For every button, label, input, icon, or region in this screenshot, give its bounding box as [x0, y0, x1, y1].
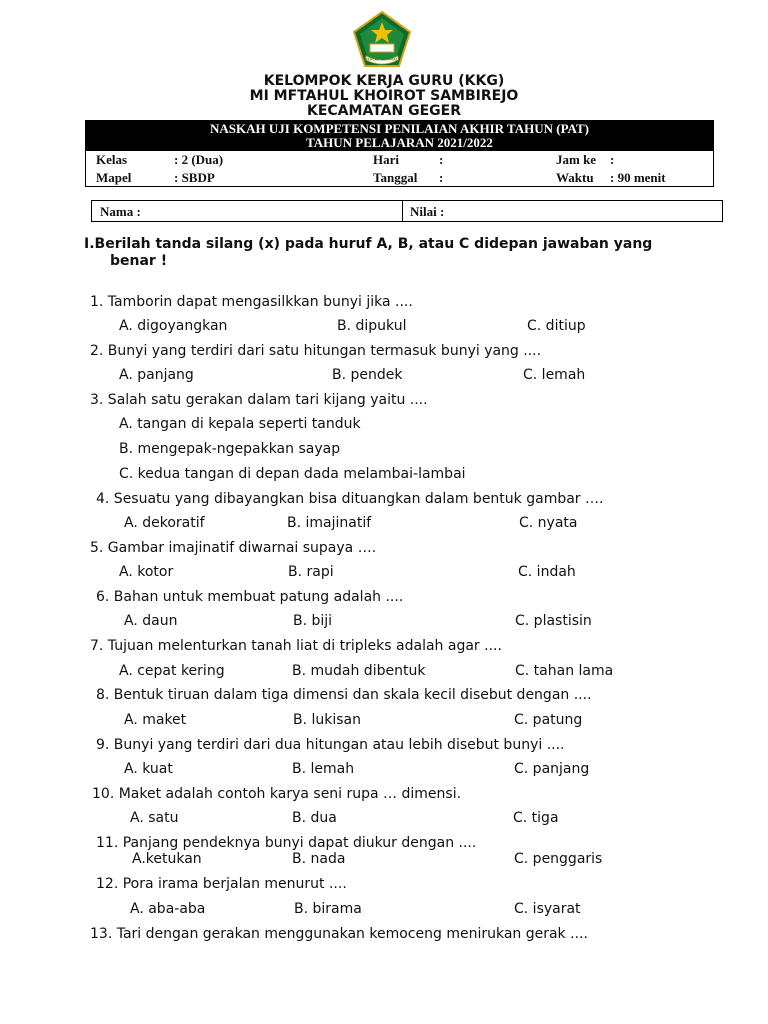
question-6: 6. Bahan untuk membuat patung adalah ....	[96, 589, 404, 605]
q10-option-c: C. tiga	[513, 810, 559, 826]
q3-option-a: A. tangan di kepala seperti tanduk	[119, 416, 361, 432]
q10-option-a: A. satu	[130, 810, 179, 826]
q1-option-b: B. dipukul	[337, 318, 407, 334]
q3-option-c: C. kedua tangan di depan dada melambai-lambai	[119, 466, 466, 482]
q12-option-b: B. birama	[294, 901, 362, 917]
q1-option-a: A. digoyangkan	[119, 318, 228, 334]
question-13: 13. Tari dengan gerakan menggunakan kemoceng menirukan gerak ....	[90, 926, 588, 942]
q7-option-a: A. cepat kering	[119, 663, 225, 679]
exam-title-bar	[85, 120, 714, 151]
question-1: 1. Tamborin dapat mengasilkkan bunyi jika ....	[90, 294, 413, 310]
q6-option-c: C. plastisin	[515, 613, 592, 629]
logo-motto: IKHLAS BERAMAL	[366, 57, 398, 62]
q7-option-b: B. mudah dibentuk	[292, 663, 426, 679]
q6-option-a: A. daun	[124, 613, 178, 629]
q2-option-b: B. pendek	[332, 367, 403, 383]
tanggal-label: Tanggal	[373, 170, 418, 185]
instruction-line-2: benar !	[110, 253, 168, 269]
q5-option-b: B. rapi	[288, 564, 334, 580]
question-11: 11. Panjang pendeknya bunyi dapat diukur dengan ....	[96, 835, 477, 851]
question-3: 3. Salah satu gerakan dalam tari kijang yaitu ....	[90, 392, 428, 408]
exam-title-2: TAHUN PELAJARAN 2021/2022	[306, 135, 493, 150]
kelas-label: Kelas	[96, 152, 128, 167]
tanggal-value: :	[439, 170, 444, 185]
question-5: 5. Gambar imajinatif diwarnai supaya ….	[90, 540, 377, 556]
waktu-label: Waktu	[556, 170, 594, 185]
jam-label: Jam ke	[556, 152, 597, 167]
q11-option-a: A.ketukan	[132, 851, 202, 867]
nilai-label: Nilai :	[410, 204, 445, 219]
kemenag-logo	[352, 10, 412, 70]
q12-option-a: A. aba-aba	[130, 901, 206, 917]
waktu-value: : 90 menit	[610, 170, 666, 185]
header-line-3: KECAMATAN GEGER	[307, 103, 461, 119]
q7-option-c: C. tahan lama	[515, 663, 614, 679]
question-2: 2. Bunyi yang terdiri dari satu hitungan termasuk bunyi yang ....	[90, 343, 542, 359]
question-12: 12. Pora irama berjalan menurut ....	[96, 876, 347, 892]
q4-option-a: A. dekoratif	[124, 515, 205, 531]
mapel-label: Mapel	[96, 170, 132, 185]
question-7: 7. Tujuan melenturkan tanah liat di tripleks adalah agar ....	[90, 638, 502, 654]
q2-option-a: A. panjang	[119, 367, 194, 383]
exam-title-1: NASKAH UJI KOMPETENSI PENILAIAN AKHIR TAHUN (PAT)	[210, 121, 589, 136]
kelas-value: : 2 (Dua)	[174, 152, 224, 167]
q10-option-b: B. dua	[292, 810, 337, 826]
question-9: 9. Bunyi yang terdiri dari dua hitungan atau lebih disebut bunyi ....	[96, 737, 565, 753]
question-8: 8. Bentuk tiruan dalam tiga dimensi dan skala kecil disebut dengan ....	[96, 687, 592, 703]
q6-option-b: B. biji	[293, 613, 333, 629]
nama-label: Nama :	[100, 204, 141, 219]
hari-label: Hari	[373, 152, 399, 167]
q1-option-c: C. ditiup	[527, 318, 586, 334]
q4-option-b: B. imajinatif	[287, 515, 372, 531]
q3-option-b: B. mengepak-ngepakkan sayap	[119, 441, 341, 457]
q11-option-b: B. nada	[292, 851, 346, 867]
instruction	[84, 236, 704, 270]
hari-value: :	[439, 152, 444, 167]
mapel-value: : SBDP	[174, 170, 215, 185]
jam-value: :	[610, 152, 615, 167]
q8-option-c: C. patung	[514, 712, 583, 728]
header-line-1: KELOMPOK KERJA GURU (KKG)	[263, 73, 505, 89]
question-10: 10. Maket adalah contoh karya seni rupa … dimensi.	[92, 786, 462, 802]
instruction-line-1: I.Berilah tanda silang (x) pada huruf A, B, atau C didepan jawaban yang	[84, 236, 653, 252]
q9-option-c: C. panjang	[514, 761, 590, 777]
q5-option-c: C. indah	[518, 564, 576, 580]
name-score-box	[91, 200, 723, 222]
q11-option-c: C. penggaris	[514, 851, 603, 867]
q9-option-b: B. lemah	[292, 761, 355, 777]
question-4: 4. Sesuatu yang dibayangkan bisa dituangkan dalam bentuk gambar ….	[96, 491, 604, 507]
q8-option-a: A. maket	[124, 712, 187, 728]
q2-option-c: C. lemah	[523, 367, 586, 383]
q12-option-c: C. isyarat	[514, 901, 581, 917]
q9-option-a: A. kuat	[124, 761, 173, 777]
q5-option-a: A. kotor	[119, 564, 174, 580]
q8-option-b: B. lukisan	[293, 712, 362, 728]
q4-option-c: C. nyata	[519, 515, 578, 531]
header-line-2: MI MFTAHUL KHOIROT SAMBIREJO	[249, 88, 519, 104]
